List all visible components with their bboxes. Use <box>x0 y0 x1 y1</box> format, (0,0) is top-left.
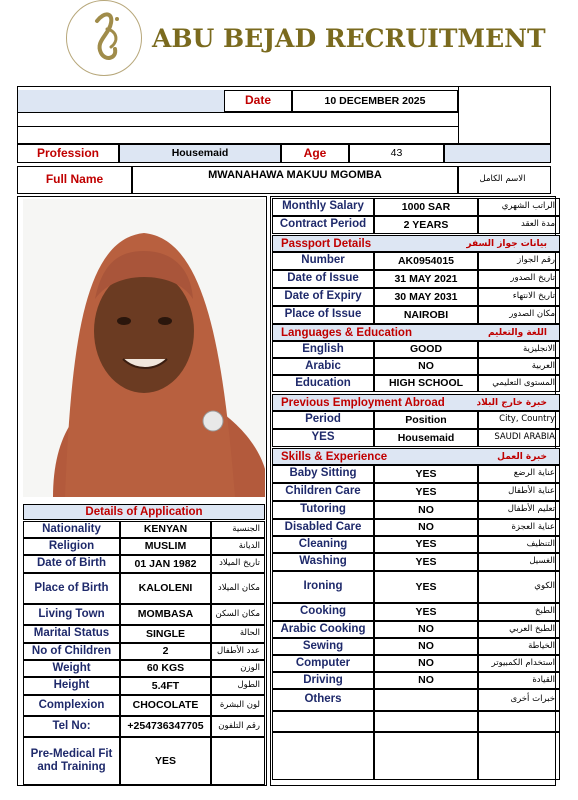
profession-value: Housemaid <box>119 144 281 163</box>
contract-row-label: Monthly Salary <box>272 198 374 216</box>
application-row-label: Tel No: <box>23 716 120 737</box>
application-row-value: YES <box>120 737 211 785</box>
skill-row-ar: الطبخ <box>478 603 560 621</box>
skill-row-ar: عناية الأطفال <box>478 483 560 501</box>
contract-row-ar: الراتب الشهري <box>478 198 560 216</box>
skill-row-label: Cooking <box>272 603 374 621</box>
language-row-label: Education <box>272 375 374 392</box>
passport-row-ar: تاريخ الصدور <box>478 270 560 288</box>
passport-band-title-ar: بيانات جواز السفر <box>466 238 547 249</box>
skill-row-value: NO <box>374 519 478 536</box>
date-blue-band <box>18 90 224 112</box>
skill-row-value: YES <box>374 536 478 553</box>
skill-row-ar: عناية العجزة <box>478 519 560 536</box>
application-row-ar: لون البشرة <box>211 695 265 716</box>
abroad-row-label: YES <box>272 429 374 447</box>
skill-row-label: Disabled Care <box>272 519 374 536</box>
skill-row-value: NO <box>374 621 478 638</box>
language-row-value: HIGH SCHOOL <box>374 375 478 392</box>
application-row-ar: تاريخ الميلاد <box>211 555 265 573</box>
top-divider <box>458 87 459 143</box>
application-row-value: +254736347705 <box>120 716 211 737</box>
blank-row-value <box>374 711 478 732</box>
profession-label: Profession <box>17 144 119 163</box>
application-row-label: Religion <box>23 538 120 555</box>
passport-row-label: Date of Expiry <box>272 288 374 306</box>
skill-row-value: YES <box>374 571 478 603</box>
application-row-ar: الديانة <box>211 538 265 555</box>
application-row-ar: الوزن <box>211 660 265 677</box>
contract-row-value: 1000 SAR <box>374 198 478 216</box>
passport-band-title: Passport Details <box>281 237 372 250</box>
skill-row-value: NO <box>374 638 478 655</box>
skill-row-value: YES <box>374 603 478 621</box>
abroad-row-ar: SAUDI ARABIA <box>478 429 560 447</box>
application-row-ar: مكان السكن <box>211 604 265 625</box>
fullname-label: Full Name <box>17 166 132 194</box>
skill-row-ar: التنظيف <box>478 536 560 553</box>
application-row-value: MUSLIM <box>120 538 211 555</box>
top-line-1 <box>18 112 458 113</box>
languages-band-title-ar: اللغة والتعليم <box>487 327 547 338</box>
language-row-ar: المستوى التعليمي <box>478 375 560 392</box>
application-row-label: Complexion <box>23 695 120 716</box>
skill-row-label: Ironing <box>272 571 374 603</box>
contract-row-label: Contract Period <box>272 216 374 234</box>
skill-row-label: Tutoring <box>272 501 374 519</box>
skill-row-label: Others <box>272 689 374 711</box>
passport-row-value: 30 MAY 2031 <box>374 288 478 306</box>
application-row-ar <box>211 737 265 785</box>
applicant-portrait-image <box>23 199 265 497</box>
passport-row-value: AK0954015 <box>374 252 478 270</box>
company-logo <box>66 0 142 76</box>
passport-row-label: Number <box>272 252 374 270</box>
passport-row-label: Date of Issue <box>272 270 374 288</box>
application-row-ar: الطول <box>211 677 265 695</box>
passport-band <box>272 235 560 252</box>
application-row-ar: الحالة <box>211 625 265 643</box>
contract-row-value: 2 YEARS <box>374 216 478 234</box>
age-label: Age <box>281 144 349 163</box>
application-row-value: KENYAN <box>120 521 211 538</box>
application-row-ar: عدد الأطفال <box>211 643 265 660</box>
passport-row-ar: تاريخ الانتهاء <box>478 288 560 306</box>
language-row-ar: العربية <box>478 358 560 375</box>
skill-row-label: Driving <box>272 672 374 689</box>
age-value: 43 <box>349 144 444 163</box>
abroad-band-title-ar: خبرة خارج البلاد <box>476 397 547 408</box>
applicant-photo <box>23 199 265 497</box>
skill-row-ar: تعليم الأطفال <box>478 501 560 519</box>
application-row-value: KALOLENI <box>120 573 211 604</box>
application-row-ar: الجنسية <box>211 521 265 538</box>
application-row-label: Nationality <box>23 521 120 538</box>
skill-row-ar: الكوي <box>478 571 560 603</box>
languages-band <box>272 324 560 341</box>
skills-band-title: Skills & Experience <box>281 450 388 463</box>
company-title: ABU BEJAD RECRUITMENT <box>152 24 546 53</box>
blank-row-label <box>272 732 374 780</box>
skill-row-value: YES <box>374 483 478 501</box>
date-label: Date <box>224 90 292 112</box>
language-row-label: Arabic <box>272 358 374 375</box>
application-row-value: 60 KGS <box>120 660 211 677</box>
abroad-header-ar: City, Country <box>478 411 560 429</box>
language-row-value: NO <box>374 358 478 375</box>
language-row-value: GOOD <box>374 341 478 358</box>
skill-row-label: Baby Sitting <box>272 465 374 483</box>
passport-row-value: 31 MAY 2021 <box>374 270 478 288</box>
calligraphy-logo-icon <box>67 1 143 77</box>
abroad-row-value: Housemaid <box>374 429 478 447</box>
language-row-label: English <box>272 341 374 358</box>
blank-row-ar <box>478 732 560 780</box>
skills-band <box>272 448 560 465</box>
fullname-value: MWANAHAWA MAKUU MGOMBA <box>132 166 458 194</box>
top-line-2 <box>18 126 458 127</box>
application-row-label: No of Children <box>23 643 120 660</box>
skill-row-ar: استخدام الكمبيوتر <box>478 655 560 672</box>
skill-row-value <box>374 689 478 711</box>
blank-row-label <box>272 711 374 732</box>
application-row-value: 5.4FT <box>120 677 211 695</box>
application-row-value: MOMBASA <box>120 604 211 625</box>
skill-row-value: YES <box>374 553 478 571</box>
abroad-header-label: Period <box>272 411 374 429</box>
application-row-label: Living Town <box>23 604 120 625</box>
skill-row-ar: الخياطة <box>478 638 560 655</box>
application-row-value: CHOCOLATE <box>120 695 211 716</box>
application-row-label: Marital Status <box>23 625 120 643</box>
skill-row-value: YES <box>374 465 478 483</box>
skill-row-label: Cleaning <box>272 536 374 553</box>
language-row-ar: الانجليزية <box>478 341 560 358</box>
application-row-value: 01 JAN 1982 <box>120 555 211 573</box>
application-row-label: Weight <box>23 660 120 677</box>
application-row-value: 2 <box>120 643 211 660</box>
skill-row-value: NO <box>374 501 478 519</box>
passport-row-ar: رقم الجواز <box>478 252 560 270</box>
application-row-label: Date of Birth <box>23 555 120 573</box>
skill-row-label: Arabic Cooking <box>272 621 374 638</box>
skill-row-ar: الغسيل <box>478 553 560 571</box>
skill-row-label: Washing <box>272 553 374 571</box>
date-value: 10 DECEMBER 2025 <box>292 90 458 112</box>
skill-row-value: NO <box>374 672 478 689</box>
skill-row-ar: خبرات أخرى <box>478 689 560 711</box>
application-row-value: SINGLE <box>120 625 211 643</box>
skill-row-value: NO <box>374 655 478 672</box>
application-row-ar: مكان الميلاد <box>211 573 265 604</box>
languages-band-title: Languages & Education <box>281 326 412 339</box>
application-title: Details of Application <box>85 506 203 518</box>
passport-row-ar: مكان الصدور <box>478 306 560 324</box>
skill-row-ar: الطبخ العربي <box>478 621 560 638</box>
application-row-label: Height <box>23 677 120 695</box>
application-title-band <box>23 504 265 520</box>
skill-row-ar: القيادة <box>478 672 560 689</box>
application-row-ar: رقم التلفون <box>211 716 265 737</box>
skill-row-ar: عناية الرضع <box>478 465 560 483</box>
passport-row-label: Place of Issue <box>272 306 374 324</box>
contract-row-ar: مدة العقد <box>478 216 560 234</box>
abroad-header-value: Position <box>374 411 478 429</box>
application-row-label: Pre-Medical Fit and Training <box>23 737 120 785</box>
skills-band-title-ar: خبرة العمل <box>497 451 547 462</box>
skill-row-label: Computer <box>272 655 374 672</box>
abroad-band-title: Previous Employment Abroad <box>281 396 445 409</box>
skill-row-label: Children Care <box>272 483 374 501</box>
blank-row-value <box>374 732 478 780</box>
abroad-band <box>272 394 560 411</box>
skill-row-label: Sewing <box>272 638 374 655</box>
passport-row-value: NAIROBI <box>374 306 478 324</box>
fullname-ar: الاسم الكامل <box>458 166 551 194</box>
profession-row-blank <box>444 144 551 163</box>
application-row-label: Place of Birth <box>23 573 120 604</box>
blank-row-ar <box>478 711 560 732</box>
